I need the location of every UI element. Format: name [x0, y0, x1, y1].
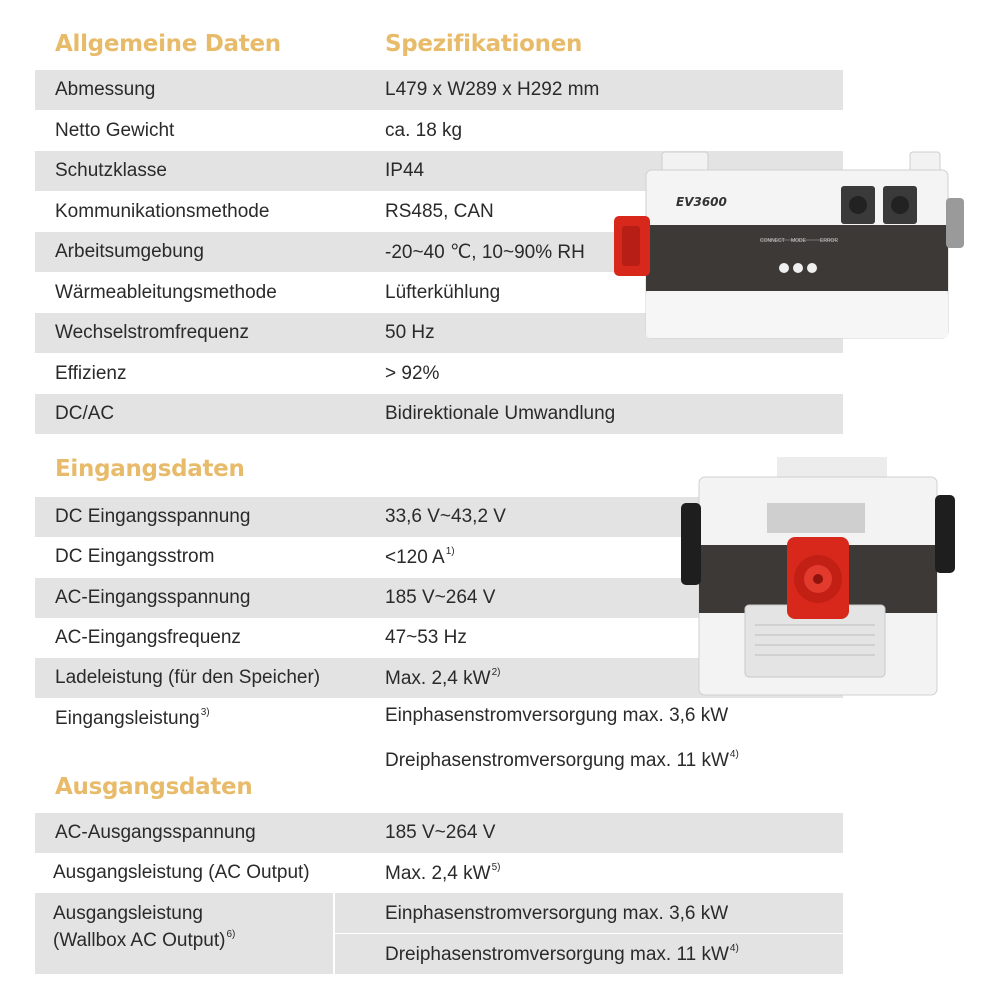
row-value: 185 V~264 V: [385, 587, 496, 608]
row-value: 50 Hz: [385, 322, 435, 343]
device-front-image: [610, 150, 972, 340]
wallbox-three: Dreiphasenstromversorgung max. 11 $kW^{4)}$: [385, 943, 739, 965]
row-value: Lüfterkühlung: [385, 282, 501, 303]
row-label: Netto Gewicht: [55, 120, 175, 141]
row-label: Effizienz: [55, 363, 127, 384]
output-heading: Ausgangsdaten: [55, 774, 253, 800]
row-value: > 92%: [385, 363, 440, 384]
row-value: 185 V~264 V: [385, 822, 496, 843]
row-label: Wärmeableitungsmethode: [55, 282, 277, 303]
table-row: [35, 853, 843, 893]
row-label: Abmessung: [55, 79, 156, 100]
row-value: <120 $A^{1)}$: [385, 545, 455, 568]
wallbox-label-line1: Ausgangsleistung: [53, 903, 203, 924]
spec-heading: Spezifikationen: [385, 31, 583, 57]
wallbox-label-line2: (Wallbox AC Output)$^{6)}$: [53, 929, 236, 951]
row-value: Bidirektionale Umwandlung: [385, 403, 616, 424]
row-value: Max. 2,4 $kW^{2)}$: [385, 666, 501, 689]
row-label: Kommunikationsmethode: [55, 201, 270, 222]
input-power-label: Eingangsleistung$^{3)}$: [55, 707, 210, 729]
footnote-mark: 6): [226, 929, 236, 940]
row-label: AC-Ausgangsspannung: [55, 822, 256, 843]
row-label: DC Eingangsstrom: [55, 546, 215, 567]
row-label: DC/AC: [55, 403, 115, 424]
table-row: [35, 111, 843, 151]
row-label: Ladeleistung (für den Speicher): [55, 667, 321, 688]
footnote-mark: 5): [491, 861, 501, 873]
table-row: [35, 813, 843, 853]
row-value: L479 x W289 x H292 mm: [385, 79, 600, 100]
footnote-mark: 4): [729, 749, 739, 760]
footnote-mark: 1): [445, 545, 455, 557]
footnote-mark: 3): [200, 707, 210, 718]
input-heading: Eingangsdaten: [55, 456, 245, 482]
device-side-image: [675, 455, 960, 698]
row-label: Arbeitsumgebung: [55, 241, 204, 262]
row-value: IP44: [385, 160, 425, 181]
table-row: [35, 354, 843, 394]
input-power-single: Einphasenstromversorgung max. 3,6 kW: [385, 705, 729, 726]
row-label: AC-Eingangsfrequenz: [55, 627, 241, 648]
general-heading: Allgemeine Daten: [55, 31, 281, 57]
row-label: DC Eingangsspannung: [55, 506, 251, 527]
panel-label-connect: CONNECT: [760, 238, 785, 244]
row-value: 33,6 V~43,2 V: [385, 506, 506, 527]
table-row: [35, 394, 843, 434]
wallbox-single: Einphasenstromversorgung max. 3,6 kW: [385, 903, 729, 924]
panel-label-error: ERROR: [820, 238, 839, 244]
row-label: AC-Eingangsspannung: [55, 587, 251, 608]
row-label: Ausgangsleistung (AC Output): [53, 862, 310, 883]
panel-label-mode: MODE: [791, 238, 806, 244]
footnote-mark: 2): [491, 666, 501, 678]
row-value: RS485, CAN: [385, 201, 494, 222]
row-label: Wechselstromfrequenz: [55, 322, 249, 343]
footnote-mark: 4): [729, 943, 739, 954]
row-label: Schutzklasse: [55, 160, 167, 181]
row-value: 47~53 Hz: [385, 627, 467, 648]
table-row: [35, 70, 843, 110]
device-brand-logo: EV3600: [676, 195, 727, 209]
row-value: Max. 2,4 $kW^{5)}$: [385, 861, 501, 884]
row-value: -20~40 ℃, 10~90% RH: [385, 241, 585, 263]
row-value: ca. 18 kg: [385, 120, 463, 141]
input-power-three: Dreiphasenstromversorgung max. 11 $kW^{4)}$: [385, 749, 739, 771]
